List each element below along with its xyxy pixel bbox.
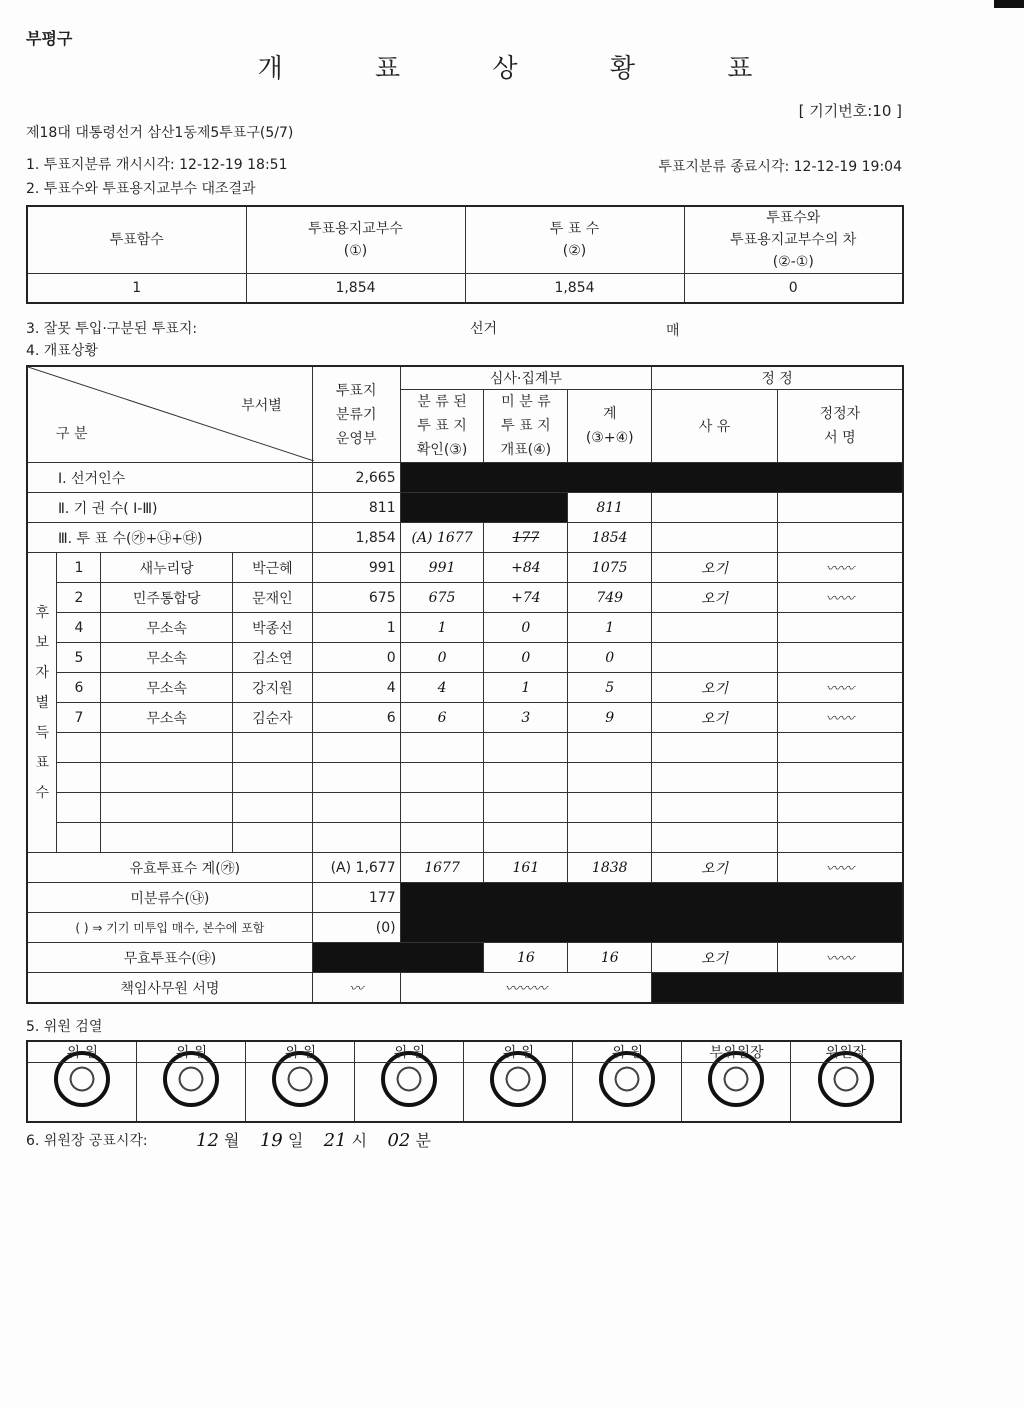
hw-signature: 〰〰: [777, 853, 903, 883]
cand-party: 무소속: [101, 673, 233, 703]
label-votes: Ⅲ. 투 표 수(㉮+㉯+㉰): [27, 523, 312, 553]
row-invalid-votes: [27, 943, 903, 973]
hw-cand-unclassified: +84: [484, 553, 568, 583]
hw-signature: 〰〰: [777, 673, 903, 703]
announce-minute-unit: 분: [415, 1131, 431, 1150]
announce-day-unit: 일: [287, 1131, 304, 1150]
hw-cand-total: 1: [568, 613, 652, 643]
value-votes: 1,854: [312, 523, 400, 553]
cand-no: 5: [57, 643, 101, 673]
cand-party: 무소속: [101, 643, 233, 673]
value-machine-note: (0): [312, 913, 400, 943]
header-machine: 투표지 분류기 운영부: [312, 366, 400, 463]
cand-votes: 1: [312, 613, 400, 643]
announce-hour: 21: [323, 1130, 347, 1151]
candidate-row: [27, 703, 903, 733]
cand-no: 1: [57, 553, 101, 583]
label-abstain: Ⅱ. 기 권 수( Ⅰ-Ⅲ): [27, 493, 312, 523]
hw-valid-total: 1838: [568, 853, 652, 883]
hw-cand-classified: 4: [400, 673, 484, 703]
header-unclassified: 미 분 류 투 표 지 개표(④): [484, 390, 568, 463]
hw-signature: 〰: [312, 973, 400, 1004]
blackout: [400, 493, 568, 523]
cand-party: 무소속: [101, 613, 233, 643]
announce-minute: 02: [387, 1130, 411, 1151]
cand-votes: 991: [312, 553, 400, 583]
hw-signature: 〰〰: [777, 553, 903, 583]
cand-votes: 6: [312, 703, 400, 733]
cand-name: 박근혜: [232, 553, 312, 583]
hw-abstain: 811: [568, 493, 652, 523]
hw-cand-unclassified: 1: [484, 673, 568, 703]
header-diff: 투표수와 투표용지교부수의 차 (②-①): [684, 206, 903, 274]
committee-header: 위 원: [27, 1041, 137, 1063]
cand-votes: 675: [312, 583, 400, 613]
label-voters: Ⅰ. 선거인수: [27, 463, 312, 493]
hw-cand-classified: 6: [400, 703, 484, 733]
header-issued: 투표용지교부수 (①): [246, 206, 465, 274]
cand-name: 강지원: [232, 673, 312, 703]
hw-cand-classified: 991: [400, 553, 484, 583]
header-review: 심사·집계부: [400, 366, 652, 390]
hw-cand-classified: 0: [400, 643, 484, 673]
candidate-row: [27, 553, 903, 583]
hw-cand-reason: 오기: [652, 703, 778, 733]
hw-cand-total: 749: [568, 583, 652, 613]
empty-row: [27, 823, 903, 853]
value-unclassified: 177: [312, 883, 400, 913]
header-total: 계 (③+④): [568, 390, 652, 463]
hw-cand-unclassified: 0: [484, 613, 568, 643]
candidate-row: [27, 583, 903, 613]
blackout: [652, 973, 903, 1004]
end-time-line: 투표지분류 종료시각: 12-12-19 19:04: [658, 159, 902, 175]
hw-cand-reason: 오기: [652, 673, 778, 703]
cand-votes: 4: [312, 673, 400, 703]
hw-valid-classified: 1677: [400, 853, 484, 883]
announce-time: [196, 1128, 431, 1151]
hw-cand-unclassified: 3: [484, 703, 568, 733]
header-correction: 정 정: [652, 366, 903, 390]
label-unclassified: 미분류수(㉯): [27, 883, 312, 913]
blackout: [400, 883, 903, 943]
value-valid-votes: (A) 1,677: [312, 853, 400, 883]
blackout: [400, 463, 903, 493]
section-3-unit: 매: [666, 323, 680, 339]
row-unclassified: [27, 883, 903, 913]
header-division-dept: [27, 366, 312, 463]
committee-header: 위 원: [464, 1041, 573, 1063]
hw-cand-total: 1075: [568, 553, 652, 583]
hw-cand-total: 9: [568, 703, 652, 733]
value-issued: 1,854: [246, 274, 465, 304]
value-diff: 0: [684, 274, 903, 304]
section-4-heading: 4. 개표상황: [26, 343, 98, 359]
cand-party: 민주통합당: [101, 583, 233, 613]
committee-table: [26, 1040, 902, 1123]
blackout: [312, 943, 484, 973]
start-time-line: 1. 투표지분류 개시시각: 12-12-19 18:51: [26, 157, 288, 173]
committee-header: 위 원: [573, 1041, 682, 1063]
hw-cand-reason: 오기: [652, 583, 778, 613]
hw-cand-unclassified: +74: [484, 583, 568, 613]
election-line: 제18대 대통령선거 삼산1동제5투표구(5/7): [26, 125, 294, 141]
corner-mark: [994, 0, 1024, 8]
section-3-heading: 3. 잘못 투입·구분된 투표지:: [26, 321, 198, 337]
cand-party: 무소속: [101, 703, 233, 733]
hw-cand-reason: 오기: [652, 553, 778, 583]
committee-header: 부위원장: [682, 1041, 791, 1063]
hw-signature: 〰〰: [777, 583, 903, 613]
hw-cand-total: 0: [568, 643, 652, 673]
count-status-table: [26, 365, 904, 1004]
cand-name: 문재인: [232, 583, 312, 613]
section-6-heading: 6. 위원장 공표시각:: [26, 1133, 148, 1149]
side-label: 후 보 자 별 득 표 수: [27, 553, 57, 853]
announce-month: 12: [196, 1130, 219, 1151]
value-voters: 2,665: [312, 463, 400, 493]
committee-header: 위원장: [791, 1041, 901, 1063]
cand-name: 김소연: [232, 643, 312, 673]
hw-cand-classified: 1: [400, 613, 484, 643]
hw-signature: 〰〰〰: [400, 973, 652, 1004]
header-box-count: 투표함수: [27, 206, 246, 274]
cand-no: 7: [57, 703, 101, 733]
section-5-heading: 5. 위원 검열: [26, 1019, 103, 1035]
empty-row: [27, 793, 903, 823]
label-officer-sign: 책임사무원 서명: [27, 973, 312, 1004]
cand-name: 박종선: [232, 613, 312, 643]
hw-votes-total: 1854: [568, 523, 652, 553]
label-valid-votes: 유효투표수 계(㉮): [27, 853, 312, 883]
cand-no: 6: [57, 673, 101, 703]
announce-month-unit: 월: [224, 1131, 240, 1150]
empty-row: [27, 763, 903, 793]
row-officer-sign: [27, 973, 903, 1004]
hw-invalid-reason: 오기: [652, 943, 778, 973]
cand-votes: 0: [312, 643, 400, 673]
row-votes: [27, 523, 903, 553]
ballot-comparison-table: [26, 205, 904, 304]
hw-signature: 〰〰: [777, 703, 903, 733]
hw-votes-unclassified: 177: [484, 523, 568, 553]
value-abstain: 811: [312, 493, 400, 523]
announce-hour-unit: 시: [351, 1131, 368, 1150]
hw-valid-reason: 오기: [652, 853, 778, 883]
hw-invalid-unclassified: 16: [484, 943, 568, 973]
row-abstain: [27, 493, 903, 523]
cand-no: 2: [57, 583, 101, 613]
hw-invalid-total: 16: [568, 943, 652, 973]
hw-valid-unclassified: 161: [484, 853, 568, 883]
empty-row: [27, 733, 903, 763]
section-3-election: 선거: [470, 321, 498, 337]
value-votes: 1,854: [465, 274, 684, 304]
candidate-row: [27, 673, 903, 703]
committee-header: 위 원: [355, 1041, 464, 1063]
announce-day: 19: [259, 1130, 283, 1151]
row-valid-votes: [27, 853, 903, 883]
header-division: 구 분: [56, 426, 88, 442]
page-title: 개 표 상 황 표: [257, 54, 795, 84]
cand-party: 새누리당: [101, 553, 233, 583]
label-invalid-votes: 무효투표수(㉰): [27, 943, 312, 973]
hw-cand-total: 5: [568, 673, 652, 703]
device-number: [ 기기번호:10 ]: [798, 102, 902, 120]
label-machine-note: ( ) ⇒ 기기 미투입 매수, 본수에 포함: [27, 913, 312, 943]
section-2-heading: 2. 투표수와 투표용지교부수 대조결과: [26, 181, 256, 197]
header-votes: 투 표 수 (②): [465, 206, 684, 274]
candidate-row: [27, 613, 903, 643]
header-classified: 분 류 된 투 표 지 확인(③): [400, 390, 484, 463]
row-voters: [27, 463, 903, 493]
header-corrector: 정정자 서 명: [777, 390, 903, 463]
header-reason: 사 유: [652, 390, 778, 463]
hw-cand-classified: 675: [400, 583, 484, 613]
value-box-count: 1: [27, 274, 246, 304]
committee-header: 위 원: [137, 1041, 246, 1063]
candidate-row: [27, 643, 903, 673]
cand-name: 김순자: [232, 703, 312, 733]
committee-header: 위 원: [246, 1041, 355, 1063]
hw-cand-unclassified: 0: [484, 643, 568, 673]
cand-no: 4: [57, 613, 101, 643]
hw-votes-classified: (A) 1677: [400, 523, 484, 553]
header-dept: 부서별: [241, 398, 282, 414]
hw-signature: 〰〰: [777, 943, 903, 973]
district-label: 부평구: [26, 29, 73, 48]
